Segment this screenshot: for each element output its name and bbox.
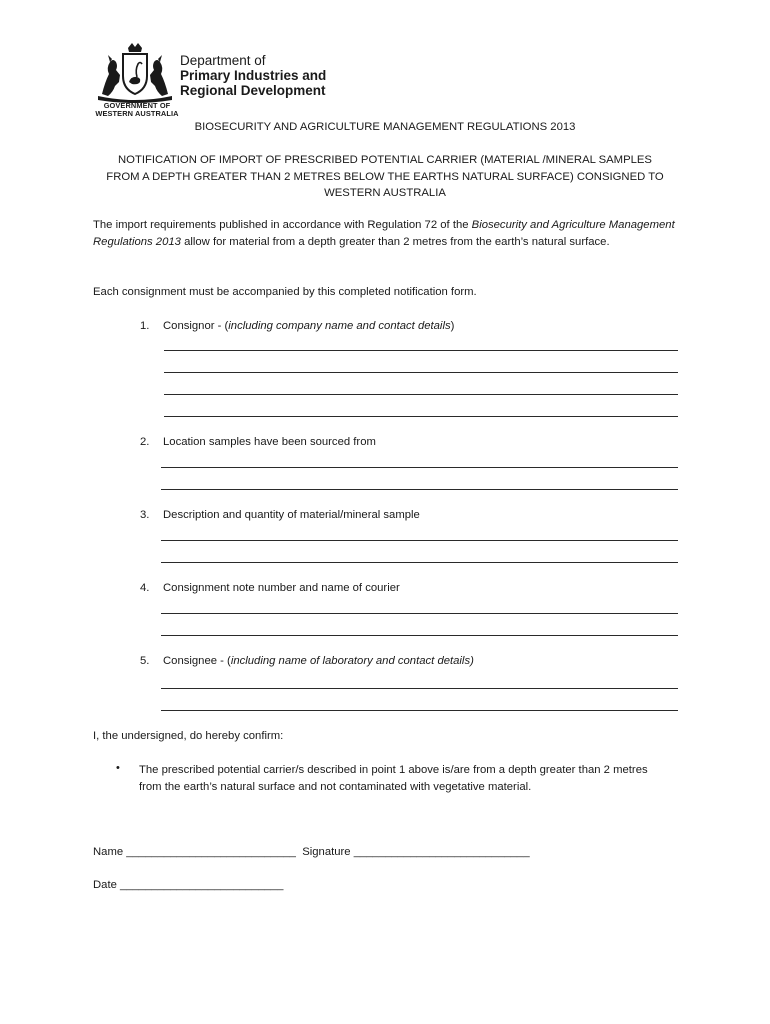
consignor-line-2[interactable]	[164, 372, 678, 373]
item-label-italic: including company name and contact details	[228, 320, 451, 332]
declaration-intro: I, the undersigned, do hereby confirm:	[93, 730, 284, 742]
intro-regulations-italic: Biosecurity and Agriculture Management Regulations 2013	[93, 219, 675, 248]
consignment-instruction: Each consignment must be accompanied by this completed notification form.	[93, 286, 477, 298]
consignee-line-2[interactable]	[161, 710, 678, 711]
consignor-line-3[interactable]	[164, 394, 678, 395]
notification-title-line3: WESTERN AUSTRALIA	[324, 187, 446, 199]
item-consignor	[140, 318, 454, 334]
item-label: Consignor - (	[163, 320, 229, 332]
name-field[interactable]: ___________________________	[126, 846, 296, 858]
item-number: 3.	[140, 509, 150, 521]
notification-title	[88, 152, 682, 202]
item-consignment-note	[140, 580, 400, 596]
declaration-statement: The prescribed potential carrier/s described in point 1 above is/are from a depth greater than 2 metres from the earth’s natural surface and not contaminated with vegetative material.	[139, 764, 648, 793]
dept-line2: Primary Industries and	[180, 68, 327, 83]
item-label: Consignment note number and name of courier	[163, 582, 400, 594]
department-name	[180, 53, 326, 98]
consignor-line-1[interactable]	[164, 350, 678, 351]
item-label: Location samples have been sourced from	[163, 436, 376, 448]
consignee-line-1[interactable]	[161, 688, 678, 689]
consignment-note-line-2[interactable]	[161, 635, 678, 636]
item-consignee	[140, 653, 474, 669]
notification-title-line2: FROM A DEPTH GREATER THAN 2 METRES BELOW THE EARTHS NATURAL SURFACE) CONSIGNED TO	[106, 170, 664, 183]
notification-title-line1: NOTIFICATION OF IMPORT OF PRESCRIBED POTENTIAL CARRIER (MATERIAL /MINERAL SAMPLES	[118, 154, 652, 166]
regulations-title: BIOSECURITY AND AGRICULTURE MANAGEMENT REGULATIONS 2013	[194, 121, 576, 133]
gov-line1: GOVERNMENT OF	[103, 101, 171, 110]
item-number: 5.	[140, 655, 150, 667]
item-label: Consignee - (	[163, 655, 231, 667]
item-label: Description and quantity of material/mineral sample	[163, 509, 420, 521]
intro-paragraph	[93, 217, 683, 250]
location-line-2[interactable]	[161, 489, 678, 490]
description-line-1[interactable]	[161, 540, 678, 541]
item-label-suffix: )	[450, 320, 455, 332]
item-label-italic: including name of laboratory and contact details)	[230, 655, 474, 667]
date-label: Date	[93, 879, 117, 891]
consignment-note-line-1[interactable]	[161, 613, 678, 614]
consignor-line-4[interactable]	[164, 416, 678, 417]
intro-text-b: allow for material from a depth greater than 2 metres from the earth’s natural surface.	[180, 235, 610, 248]
gov-line2: WESTERN AUSTRALIA	[95, 109, 179, 118]
item-location	[140, 434, 376, 450]
intro-text-a: The import requirements published in accordance with Regulation 72 of the	[93, 219, 472, 231]
bullet-icon: •	[116, 762, 120, 774]
location-line-1[interactable]	[161, 467, 678, 468]
item-number: 2.	[140, 436, 150, 448]
date-row	[93, 877, 283, 893]
item-number: 1.	[140, 320, 150, 332]
dept-line3: Regional Development	[180, 83, 326, 98]
name-signature-row	[93, 844, 530, 860]
item-description	[140, 507, 420, 523]
description-line-2[interactable]	[161, 562, 678, 563]
signature-field[interactable]: ____________________________	[353, 846, 530, 858]
name-label: Name	[93, 846, 124, 858]
dept-line1: Department of	[180, 53, 266, 68]
wa-government-crest-icon	[92, 42, 178, 104]
item-number: 4.	[140, 582, 150, 594]
signature-label: Signature	[302, 846, 351, 858]
date-field[interactable]: __________________________	[120, 879, 284, 891]
government-label	[92, 102, 182, 118]
